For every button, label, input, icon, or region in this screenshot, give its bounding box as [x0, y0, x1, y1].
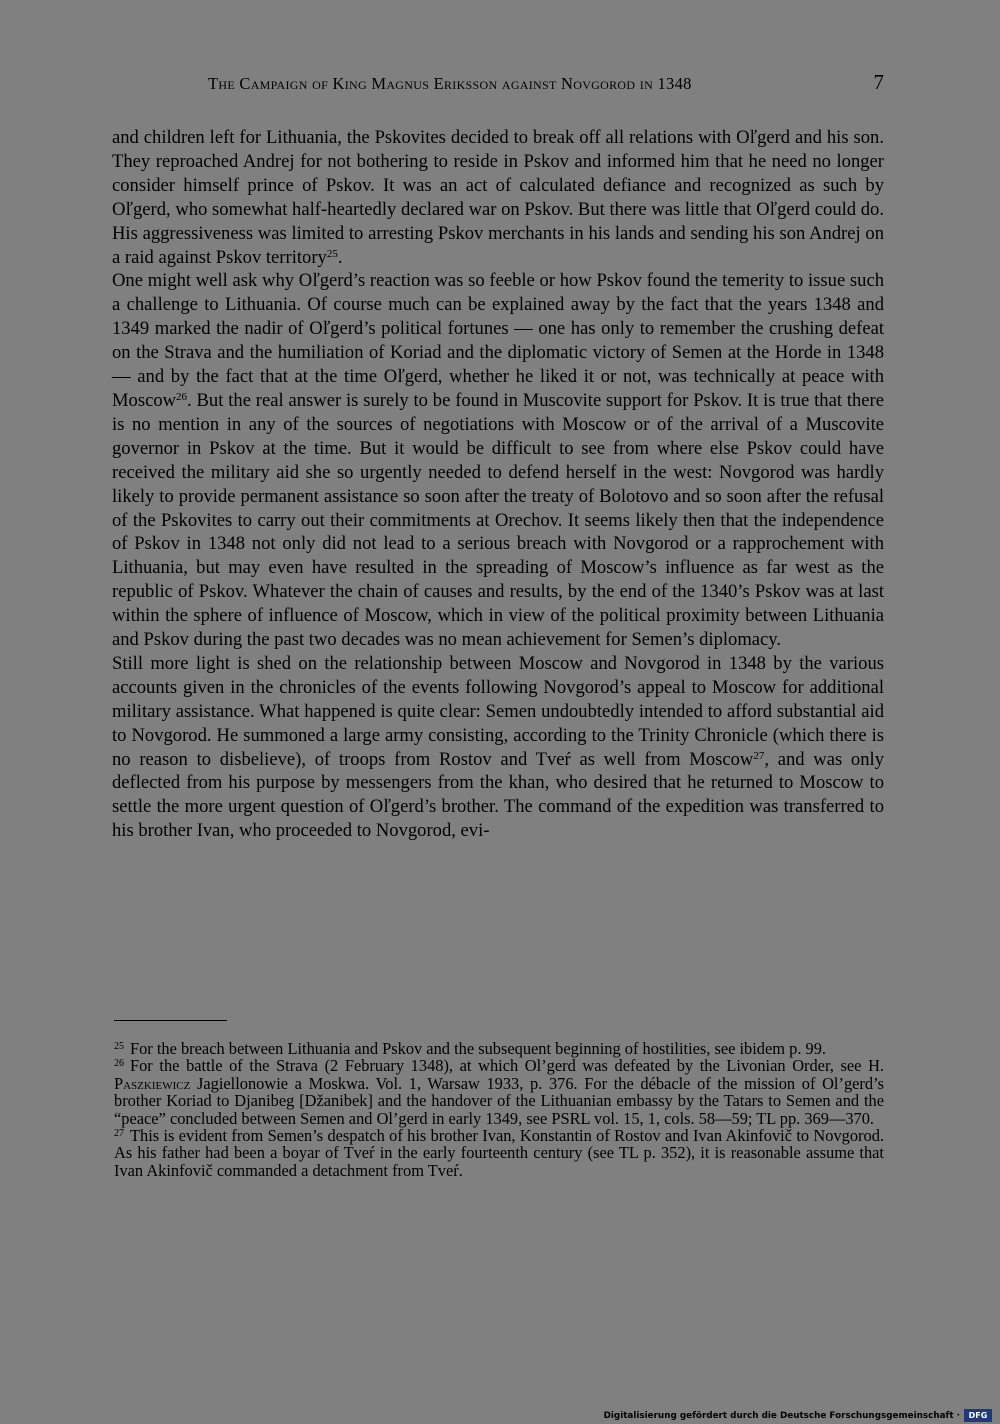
footnote [114, 1040, 884, 1057]
footnote-mark: 26 [114, 1058, 124, 1070]
text-run: For the battle of the Strava (2 February 1348), at which Ol’gerd was defeated by the Livonian Order, see H. [130, 1056, 884, 1076]
text-run: This is evident from Semen’s despatch of his brother Ivan, Konstantin of Rostov and Ivan Akinfovič to Novgorod. As his father had been a boyar of Tveŕ in the early fourteenth century (see TL p. 352), it is reasonable assume that Ivan Akinfovič commanded a detachment from Tveŕ. [114, 1126, 884, 1180]
text-run: One might well ask why Oľgerd’s reaction was so feeble or how Pskov found the temerity to issue such a challenge to Lithuania. Of course much can be explained away by the fact that the years 1348 and 1349 marked the nadir of Oľgerd’s political fortunes — one has only to remember the crushing defeat on the Strava and the humiliation of Koriad and the diplomatic victory of Semen at the Horde in 1348 — and by the fact that at the time Oľgerd, whether he liked it or not, was technically at peace with Moscow [112, 270, 884, 411]
text-run: , and was only deflected from his purpose by messengers from the khan, who desired that he returned to Moscow to settle the more urgent question of Oľgerd’s brother. The command of the expedition was transferred to his brother Ivan, who proceeded to Novgorod, evi- [112, 748, 884, 842]
footnote-mark: 25 [114, 1041, 124, 1052]
footnote-ref[interactable]: 26 [176, 390, 188, 403]
running-head [112, 70, 888, 100]
running-title: The Campaign of King Magnus Eriksson against Novgorod in 1348 [208, 74, 692, 93]
paragraph [112, 269, 884, 652]
footnote-mark: 27 [114, 1128, 124, 1140]
text-run: and children left for Lithuania, the Pskovites decided to break off all relations with Oľgerd and his son. They reproached Andrej for not bothering to reside in Pskov and informed him that he need no longer consider himself prince of Pskov. It was an act of calculated defiance and recognized as such by Oľgerd, who somewhat half-heartedly declared war on Pskov. But there was little that Oľgerd could do. His aggressiveness was limited to arresting Pskov merchants in his lands and sending his son Andrej on a raid against Pskov territory [112, 127, 884, 268]
footnotes [114, 1040, 884, 1179]
author-name: Paszkiewicz [114, 1073, 191, 1093]
footnote-rule [114, 1020, 227, 1021]
text-run: For the breach between Lithuania and Pskov and the subsequent beginning of hostilities, see ibidem p. 99. [130, 1039, 827, 1058]
text-run: . [337, 246, 343, 268]
footnote-ref[interactable]: 25 [326, 247, 338, 260]
dfg-logo: DFG [964, 1409, 992, 1422]
page-number: 7 [873, 70, 884, 94]
footnote [114, 1127, 884, 1179]
digitization-credit: Digitalisierung gefördert durch die Deutsche Forschungsgemeinschaft · [603, 1411, 960, 1421]
footnote [114, 1057, 884, 1127]
text-run: Jagiellonowie a Moskwa. Vol. 1, Warsaw 1933, p. 376. For the débacle of the mission of Ol’gerd’s brother Koriad to Djanibeg [Džanibek] and the handover of the Lithuanian embassy by the Tatars to Semen and the “peace” concluded between Semen and Ol’gerd in early 1349, see PSRL vol. 15, 1, cols. 58—59; TL pp. 369—370. [114, 1073, 884, 1128]
footnote-ref[interactable]: 27 [753, 749, 765, 762]
paragraph [112, 652, 884, 843]
text-run: Still more light is shed on the relationship between Moscow and Novgorod in 1348 by the various accounts given in the chronicles of the events following Novgorod’s appeal to Moscow for additional military assistance. What happened is quite clear: Semen undoubtedly intended to afford substantial aid to Novgorod. He summoned a large army consisting, according to the Trinity Chronicle (which there is no reason to disbelieve), of troops from Rostov and Tveŕ as well from Moscow [112, 652, 884, 770]
paragraph [112, 126, 884, 269]
body-text [112, 126, 884, 843]
text-run: . But the real answer is surely to be found in Muscovite support for Pskov. It is true that there is no mention in any of the sources of negotiations with Moscow or of the arrival of a Muscovite governor in Pskov at the time. But it would be difficult to see from where else Pskov could have received the military aid she so urgently needed to defend herself in the west: Novgorod was hardly likely to provide permanent assistance so soon after the treaty of Bolotovo and so soon after the refusal of the Pskovites to carry out their commitments at Orechov. It seems likely then that the independence of Pskov in 1348 not only did not lead to a serious breach with Novgorod or a rapprochement with Lithuania, but may even have resulted in the spreading of Moscow’s influence as far west as the republic of Pskov. Whatever the chain of causes and results, by the end of the 1340’s Pskov was at last within the sphere of influence of Moscow, which in view of the political proximity between Lithuania and Pskov during the past two decades was no mean achievement for Semen’s diplomacy. [112, 389, 884, 651]
